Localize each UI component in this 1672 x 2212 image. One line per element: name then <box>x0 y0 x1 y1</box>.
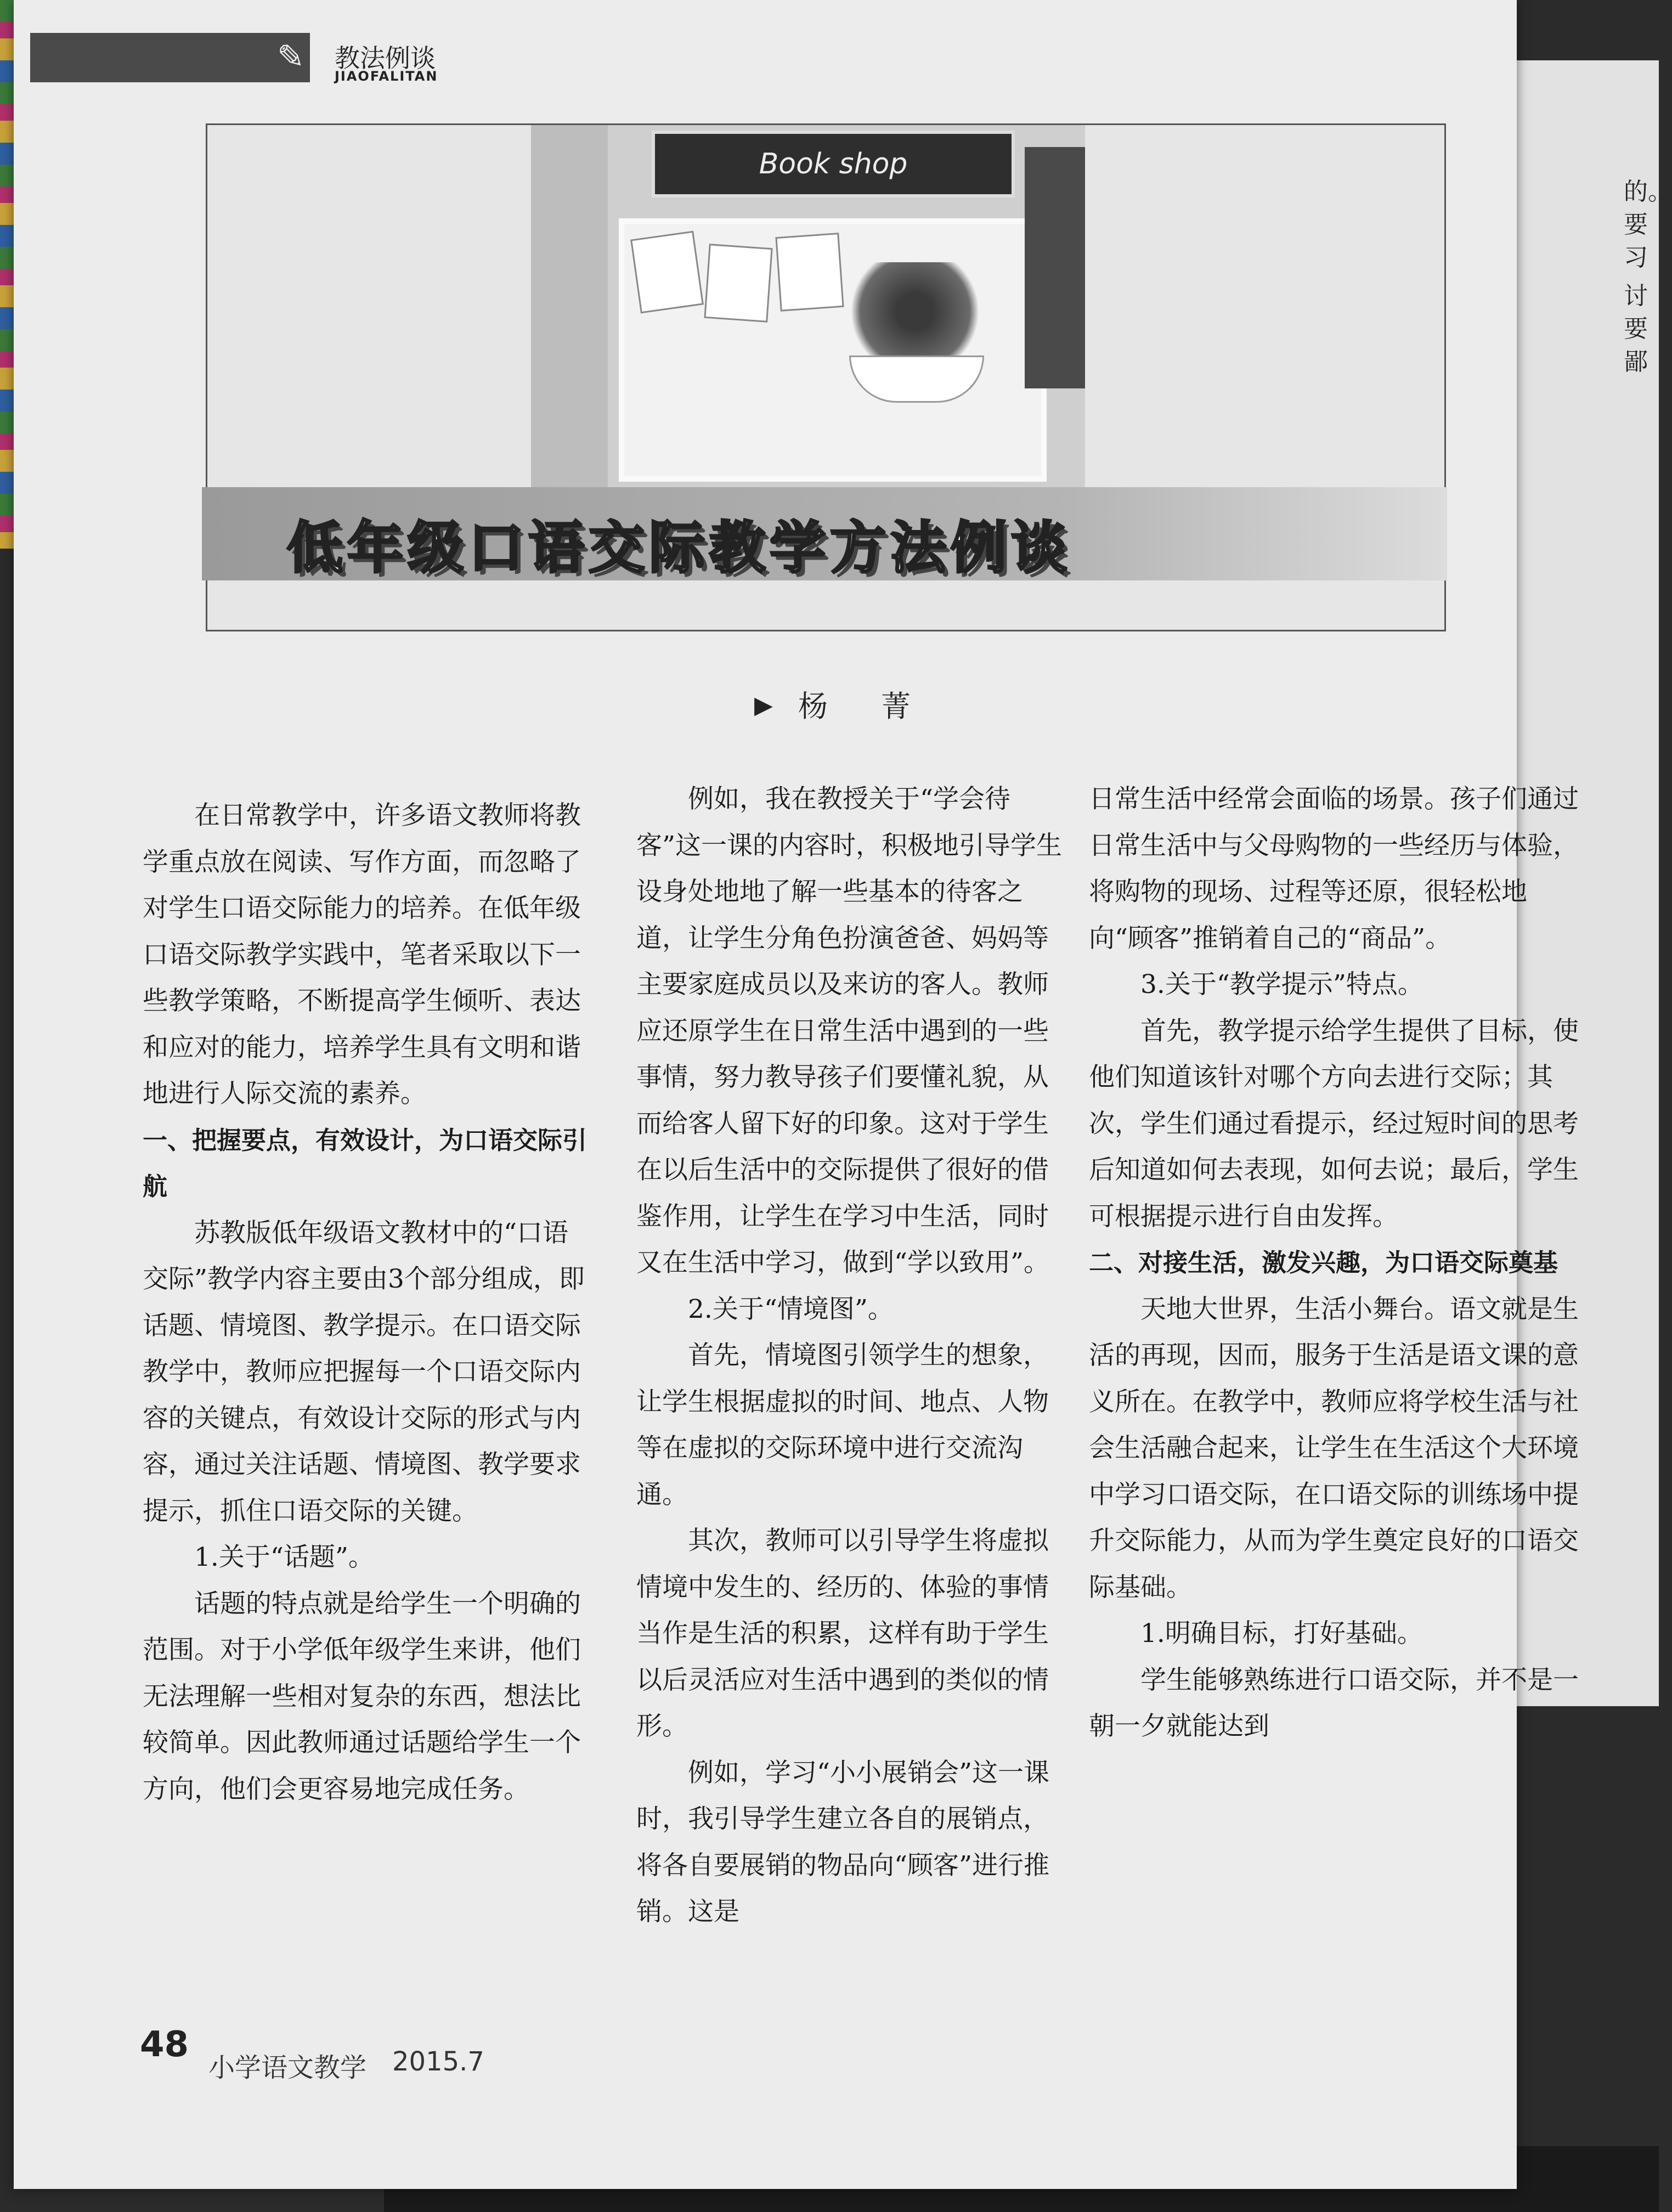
section-title: 教法例谈 <box>335 43 436 73</box>
adjacent-page-text: 讨 <box>1624 282 1648 310</box>
text-column-2 <box>636 776 1064 1936</box>
photo-card <box>704 244 772 323</box>
paragraph: 在日常教学中，许多语文教师将教学重点放在阅读、写作方面，而忽略了对学生口语交际能力的培养。在低年级口语交际教学实践中，笔者采取以下一些教学策略，不断提高学生倾听、表达和应对的能力，培养学生具有文明和谐地进行人际交流的素养。 <box>143 800 581 1109</box>
paragraph: 例如，学习“小小展销会”这一课时，我引导学生建立各自的展销点，将各自要展销的物品向“顾客”进行推销。这是 <box>636 1757 1050 1927</box>
photo-card <box>630 231 704 314</box>
photo-card <box>775 233 844 312</box>
banner-photo <box>531 125 1085 487</box>
magazine-page <box>14 0 1579 2189</box>
section-pinyin: JIAOFALITAN <box>335 69 438 84</box>
magazine-name: 小学语文教学 <box>208 2052 367 2083</box>
photo-flower-panel <box>1025 147 1085 388</box>
paragraph: 日常生活中经常会面临的场景。孩子们通过日常生活中与父母购物的一些经历与体验，将购物的现场、过程等还原，很轻松地向“顾客”推销着自己的“商品”。 <box>1089 784 1579 953</box>
adjacent-page-text: 要 <box>1624 315 1648 343</box>
subheading: 1.明确目标，打好基础。 <box>1140 1618 1423 1649</box>
column-logo-icon: ✎ <box>272 37 310 77</box>
photo-plant <box>838 262 992 361</box>
text-column-1 <box>143 793 592 1813</box>
section-heading: 二、对接生活，激发兴趣，为口语交际奠基 <box>1089 1248 1558 1277</box>
paragraph: 首先，情境图引领学生的想象，让学生根据虚拟的时间、地点、人物等在虚拟的交际环境中进行交流沟通。 <box>636 1340 1049 1510</box>
paragraph: 学生能够熟练进行口语交际，并不是一朝一夕就能达到 <box>1089 1664 1579 1741</box>
adjacent-page-text: 要 <box>1624 211 1648 239</box>
author-marker-icon: ▶ <box>754 691 773 719</box>
adjacent-page-text: 习 <box>1624 244 1648 272</box>
subheading: 3.关于“教学提示”特点。 <box>1140 969 1424 1000</box>
article-title: 低年级口语交际教学方法例谈 <box>287 516 1071 581</box>
paragraph: 例如，我在教授关于“学会待客”这一课的内容时，积极地引导学生设身处地地了解一些基本的待客之道，让学生分角色扮演爸爸、妈妈等主要家庭成员以及来访的客人。教师应还原学生在日常生活中遇到的一些事情，努力教导孩子们要懂礼貌，从而给客人留下好的印象。这对于学生在以后生活中的交际提供了很好的借鉴作用，让学生在学习中生活，同时又在生活中学习，做到“学以致用”。 <box>636 784 1063 1278</box>
paragraph: 其次，教师可以引导学生将虚拟情境中发生的、经历的、体验的事情当作是生活的积累，这样有助于学生以后灵活应对生活中遇到的类似的情形。 <box>636 1526 1049 1741</box>
magazine-issue: 2015.7 <box>392 2046 484 2077</box>
text-column-3 <box>1089 776 1583 1750</box>
author-name: 杨 菁 <box>798 689 933 724</box>
article-banner <box>206 123 1446 631</box>
adjacent-page-text: 鄙 <box>1624 348 1648 376</box>
paragraph: 话题的特点就是给学生一个明确的范围。对于小学低年级学生来讲，他们无法理解一些相对复杂的东西，想法比较简单。因此教师通过话题给学生一个方向，他们会更容易地完成任务。 <box>143 1588 581 1804</box>
adjacent-page-text: 的。 <box>1624 178 1672 206</box>
page-number: 48 <box>140 2024 189 2065</box>
section-heading: 一、把握要点，有效设计，为口语交际引航 <box>143 1125 588 1201</box>
paragraph: 首先，教学提示给学生提供了目标，使他们知道该针对哪个方向去进行交际；其次，学生们通过看提示，经过短时间的思考后知道如何去表现，如何去说；最后，学生可根据提示进行自由发挥。 <box>1089 1015 1579 1232</box>
photo-sign: Book shop <box>652 131 1015 198</box>
subheading: 1.关于“话题”。 <box>194 1542 374 1572</box>
paragraph: 苏教版低年级语文教材中的“口语交际”教学内容主要由3个部分组成，即话题、情境图、教学提示。在口语交际教学中，教师应把握每一个口语交际内容的关键点，有效设计交际的形式与内容，通过关注话题、情境图、教学要求提示，抓住口语交际的关键。 <box>143 1217 585 1526</box>
subheading: 2.关于“情境图”。 <box>688 1294 894 1324</box>
header-bar <box>30 33 310 82</box>
paragraph: 天地大世界，生活小舞台。语文就是生活的再现，因而，服务于生活是语文课的意义所在。在教学中，教师应将学校生活与社会生活融合起来，让学生在生活这个大环境中学习口语交际，在口语交际的训练场中提升交际能力，从而为学生奠定良好的口语交际基础。 <box>1089 1294 1579 1602</box>
